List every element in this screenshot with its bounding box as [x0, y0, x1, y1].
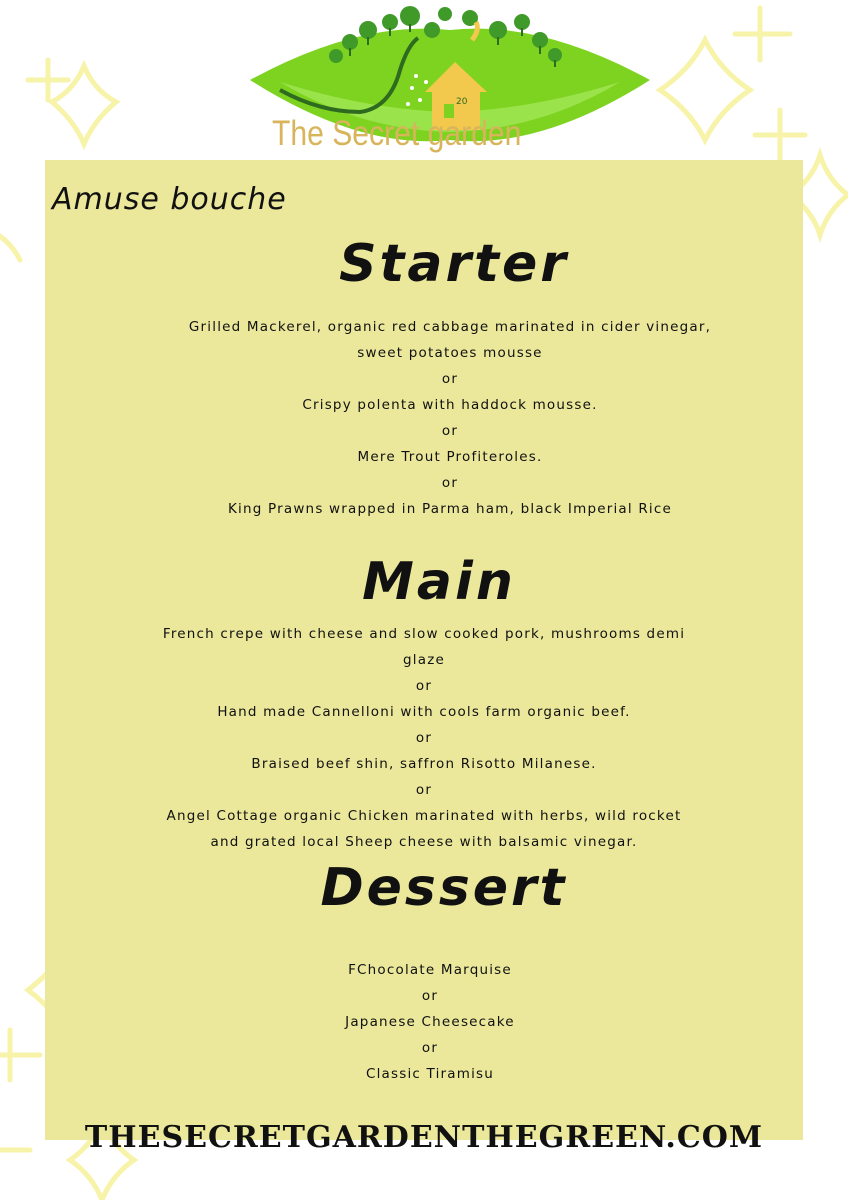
list-item: King Prawns wrapped in Parma ham, black Imperial Rice	[227, 501, 673, 517]
list-item: Classic Tiramisu	[365, 1066, 495, 1082]
list-item: FChocolate Marquise	[348, 962, 512, 978]
list-item: French crepe with cheese and slow cooked pork, mushrooms demi	[162, 626, 686, 642]
or-separator: or	[421, 988, 439, 1004]
main-heading: Main	[362, 552, 516, 612]
brand-name: The Secret garden	[272, 114, 522, 153]
list-item: Braised beef shin, saffron Risotto Milanese.	[251, 756, 597, 772]
list-item: Grilled Mackerel, organic red cabbage marinated in cider vinegar,	[188, 319, 712, 335]
or-separator: or	[441, 371, 459, 387]
or-separator: or	[415, 678, 433, 694]
starter-heading: Starter	[339, 234, 569, 294]
starter-list	[150, 314, 750, 522]
or-separator: or	[421, 1040, 439, 1056]
list-item: Crispy polenta with haddock mousse.	[302, 397, 598, 413]
main-list	[140, 621, 708, 855]
dessert-list	[280, 957, 580, 1087]
or-separator: or	[415, 782, 433, 798]
list-item: Japanese Cheesecake	[345, 1014, 515, 1030]
dessert-heading: Dessert	[320, 858, 568, 918]
list-item: sweet potatoes mousse	[357, 345, 543, 361]
or-separator: or	[441, 423, 459, 439]
list-item: Hand made Cannelloni with cools farm organic beef.	[217, 704, 631, 720]
or-separator: or	[415, 730, 433, 746]
house-badge: 20	[456, 97, 468, 107]
list-item: Angel Cottage organic Chicken marinated with herbs, wild rocket	[166, 808, 682, 824]
list-item: glaze	[403, 652, 445, 668]
amuse-bouche-label: Amuse bouche	[52, 182, 287, 217]
list-item: and grated local Sheep cheese with balsamic vinegar.	[210, 834, 638, 850]
or-separator: or	[441, 475, 459, 491]
list-item: Mere Trout Profiteroles.	[357, 449, 543, 465]
website-url: THESECRETGARDENTHEGREEN.COM	[84, 1120, 764, 1155]
